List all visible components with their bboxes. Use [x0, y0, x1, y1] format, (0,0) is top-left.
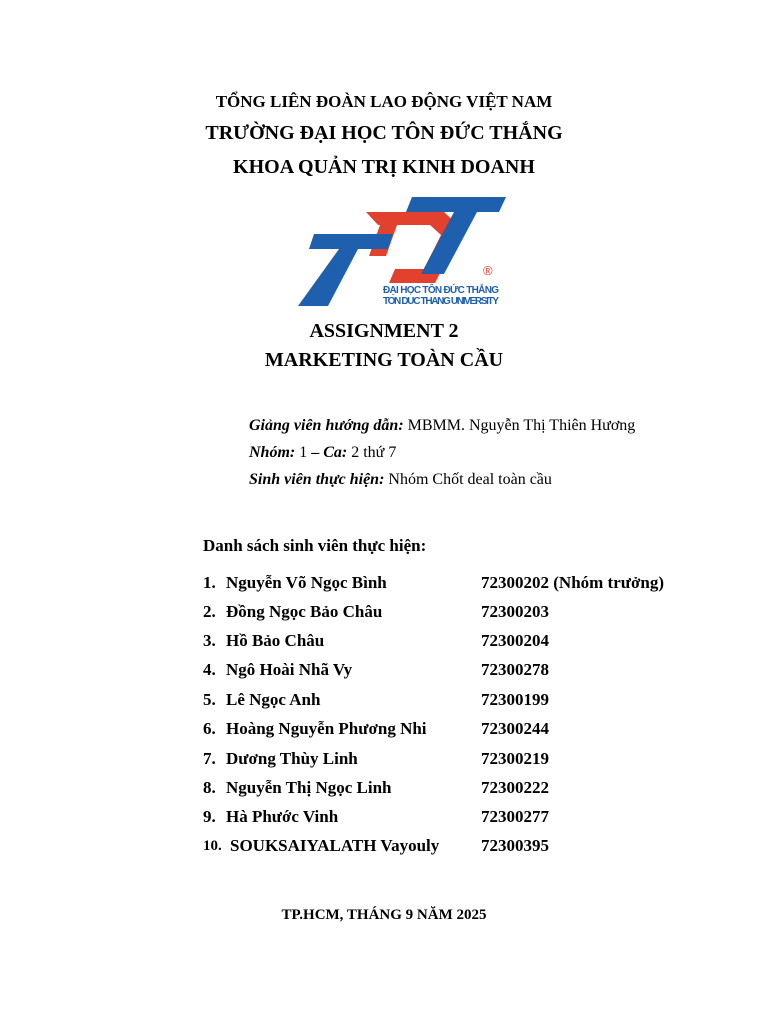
list-item-id: 72300199	[481, 690, 549, 709]
list-item-number: 3.	[203, 631, 216, 650]
list-item-name: Lê Ngọc Anh	[226, 690, 321, 709]
list-item-id: 72300202 (Nhóm trưởng)	[481, 573, 664, 592]
list-item	[203, 749, 723, 773]
list-item-id: 72300222	[481, 778, 549, 797]
assignment-title: ASSIGNMENT 2	[309, 320, 459, 342]
faculty-heading: KHOA QUẢN TRỊ KINH DOANH	[233, 156, 535, 178]
list-item-id: 72300219	[481, 749, 549, 768]
list-item-number: 1.	[203, 573, 216, 592]
list-item	[203, 602, 723, 626]
course-title: MARKETING TOÀN CẦU	[264, 349, 504, 371]
logo-registered-mark: ®	[483, 263, 493, 278]
list-item-name: Hoàng Nguyễn Phương Nhi	[226, 719, 427, 738]
group-shift-dash: –	[311, 444, 320, 461]
list-item-id: 72300278	[481, 660, 549, 679]
list-item-number: 2.	[203, 602, 216, 621]
logo-name-vi: ĐẠI HỌC TÔN ĐỨC THẮNG	[383, 285, 499, 296]
list-item-name: Nguyễn Võ Ngọc Bình	[226, 573, 387, 592]
logo-name-en: TON DUC THANG UNIVERSITY	[383, 296, 499, 307]
organization-heading: TỔNG LIÊN ĐOÀN LAO ĐỘNG VIỆT NAM	[215, 92, 553, 111]
list-item-number: 6.	[203, 719, 216, 738]
logo-blue-t-right-bar	[406, 197, 506, 212]
list-item-id: 72300204	[481, 631, 549, 650]
list-item	[203, 778, 723, 802]
place-date-footer: TP.HCM, THÁNG 9 NĂM 2025	[281, 907, 487, 923]
logo-blue-t-left-stem	[298, 249, 358, 306]
list-item-number: 7.	[203, 749, 216, 768]
lecturer-label: Giảng viên hướng dẫn:	[249, 417, 404, 434]
list-item	[203, 690, 723, 714]
tdt-logo-mark	[294, 195, 506, 310]
lecturer-value: MBMM. Nguyễn Thị Thiên Hương	[403, 417, 636, 434]
list-item	[203, 631, 723, 655]
list-item-name: Dương Thùy Linh	[226, 749, 358, 768]
logo-blue-t-left-bar	[309, 234, 393, 249]
student-list-title: Danh sách sinh viên thực hiện:	[203, 536, 427, 555]
list-item-name: Nguyễn Thị Ngọc Linh	[226, 778, 392, 797]
shift-label: Ca:	[319, 444, 348, 461]
list-item-number: 9.	[203, 807, 216, 826]
students-label: Sinh viên thực hiện:	[249, 471, 385, 488]
list-item-name: Ngô Hoài Nhã Vy	[226, 660, 353, 679]
list-item-name: SOUKSAIYALATH Vayouly	[230, 836, 440, 855]
list-item	[203, 719, 723, 743]
list-item-name: Hồ Bảo Châu	[226, 631, 325, 650]
list-item-id: 72300395	[481, 836, 549, 855]
university-heading: TRƯỜNG ĐẠI HỌC TÔN ĐỨC THẮNG	[205, 122, 563, 144]
list-item-number: 4.	[203, 660, 216, 679]
list-item-name: Hà Phước Vinh	[226, 807, 339, 826]
group-info	[249, 444, 396, 462]
students-value: Nhóm Chốt deal toàn cầu	[384, 471, 552, 488]
list-item	[203, 836, 723, 860]
group-value: 1	[295, 444, 312, 461]
group-label: Nhóm:	[249, 444, 296, 461]
list-item	[203, 660, 723, 684]
list-item-number: 10.	[203, 838, 222, 854]
list-item	[203, 807, 723, 831]
list-item-number: 8.	[203, 778, 216, 797]
list-item-id: 72300277	[481, 807, 549, 826]
list-item-number: 5.	[203, 690, 216, 709]
university-logo	[294, 195, 506, 310]
list-item-id: 72300203	[481, 602, 549, 621]
lecturer-info	[249, 417, 635, 435]
list-item-id: 72300244	[481, 719, 549, 738]
shift-value: 2 thứ 7	[347, 444, 397, 461]
list-item-name: Đồng Ngọc Bảo Châu	[226, 602, 383, 621]
list-item	[203, 573, 723, 597]
students-info	[249, 471, 552, 489]
